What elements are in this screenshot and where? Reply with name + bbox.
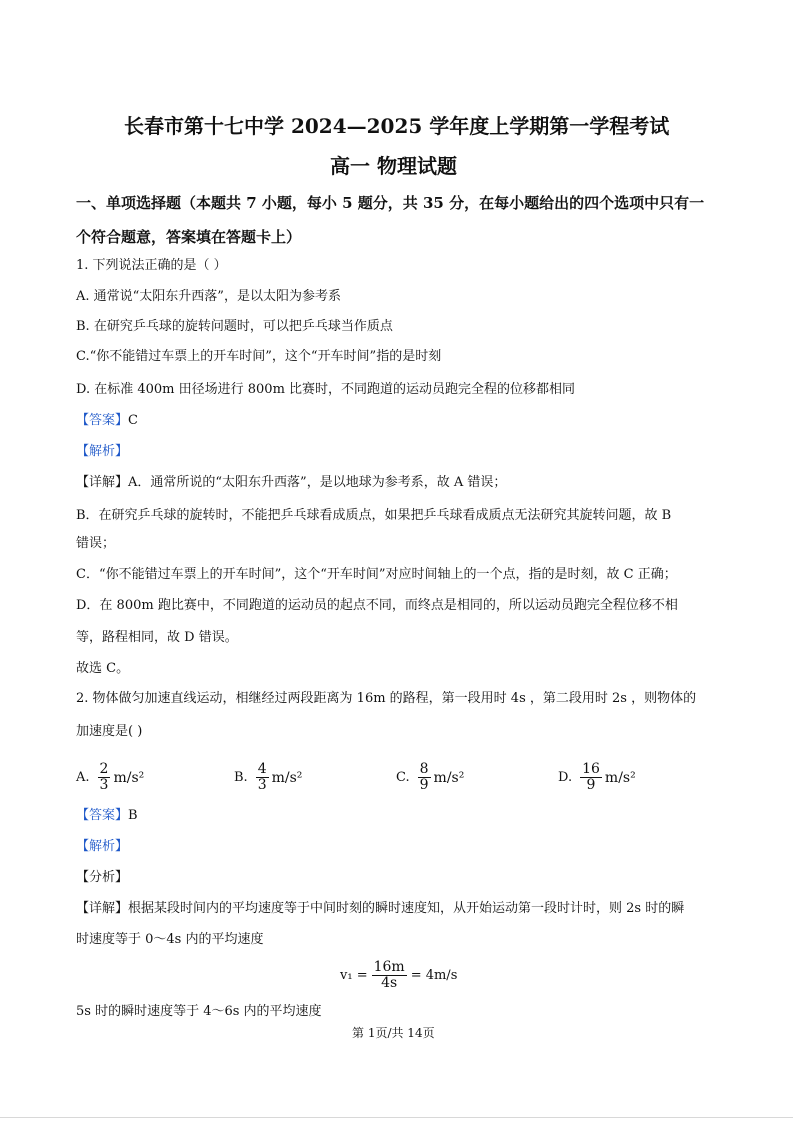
q2-option-d-fraction [580, 762, 602, 793]
section-heading-line2: 个符合题意，答案填在答题卡上） [76, 228, 302, 246]
q2-answer-value: B [128, 808, 138, 823]
q1-answer [76, 412, 138, 430]
q1-option-c: C.“你不能错过车票上的开车时间”，这个“开车时间”指的是时刻 [76, 349, 442, 364]
q1-answer-tag: 【答案】 [76, 413, 129, 428]
q2-equation-denominator: 4s [381, 975, 398, 991]
q2-stem-line1: 2. 物体做匀加速直线运动，相继经过两段距离为 16m 的路程，第一段用时 4s ，第二段用时 2s ，则物体的 [76, 691, 697, 706]
q2-option-c [396, 762, 464, 793]
q1-analysis-tag: 【解析】 [76, 444, 129, 459]
q2-option-a-fraction [98, 762, 111, 793]
q2-answer-tag: 【答案】 [76, 808, 129, 823]
q2-equation-numerator: 16m [373, 959, 405, 975]
q2-equation-fraction [372, 960, 407, 991]
q2-option-b-fraction [256, 762, 269, 793]
q2-option-d-denominator: 9 [586, 777, 596, 793]
q2-option-c-numerator: 8 [419, 761, 429, 777]
bottom-divider [0, 1117, 793, 1118]
q2-option-c-unit: m/s² [433, 769, 465, 786]
q2-detail-line2: 时速度等于 0～4s 内的平均速度 [76, 932, 264, 947]
q2-detail-tag: 【详解】 [76, 901, 129, 916]
q1-detail-b1: B．在研究乒乓球的旋转时，不能把乒乓球看成质点，如果把乒乓球看成质点无法研究其旋转问题，故 B [76, 508, 672, 523]
q2-option-c-denominator: 9 [419, 777, 429, 793]
q2-detail-line1 [76, 900, 684, 918]
q2-option-a-numerator: 2 [99, 761, 109, 777]
section-heading-line1: 一、单项选择题（本题共 7 小题，每小 5 题分，共 35 分，在每小题给出的四个选项中只有一 [76, 194, 705, 212]
q2-option-b-unit: m/s² [271, 769, 303, 786]
q2-option-b-numerator: 4 [257, 761, 267, 777]
q2-option-d-unit: m/s² [604, 769, 636, 786]
q2-option-a-denominator: 3 [99, 777, 109, 793]
q2-option-d-numerator: 16 [582, 761, 600, 777]
q1-detail-d2: 等，路程相同，故 D 错误。 [76, 630, 238, 645]
q2-option-b [234, 762, 302, 793]
q1-detail-tag: 【详解】 [76, 475, 129, 490]
q1-detail-c: C．“你不能错过车票上的开车时间”，这个“开车时间”对应时间轴上的一个点，指的是时刻，故 C 正确； [76, 567, 677, 582]
q2-option-a-label: A. [76, 769, 90, 785]
exam-title: 长春市第十七中学 2024—2025 学年度上学期第一学程考试 [124, 114, 670, 138]
q1-option-d: D. 在标准 400m 田径场进行 800m 比赛时，不同跑道的运动员跑完全程的位移都相同 [76, 382, 576, 397]
q2-equation-rhs: = 4m/s [410, 967, 458, 983]
q2-analysis-tag: 【解析】 [76, 839, 129, 854]
q1-detail-d1: D．在 800m 跑比赛中，不同跑道的运动员的起点不同，而终点是相同的，所以运动员跑完全程位移不相 [76, 598, 678, 613]
q2-option-b-denominator: 3 [257, 777, 267, 793]
q2-equation [340, 960, 457, 991]
q2-equation-lhs: v₁ = [340, 967, 368, 983]
page-number: 第 1页/共 14页 [352, 1026, 435, 1040]
q1-answer-value: C [128, 413, 138, 428]
q2-fenxi-tag: 【分析】 [76, 870, 129, 885]
exam-subtitle: 高一 物理试题 [330, 154, 457, 178]
q1-detail-a [76, 474, 506, 492]
q2-option-d-label: D. [558, 769, 573, 785]
q1-detail-b2: 错误； [76, 536, 116, 551]
q1-detail-a-text: A．通常所说的“太阳东升西落”，是以地球为参考系，故 A 错误； [128, 475, 507, 490]
q2-option-c-label: C. [396, 769, 410, 785]
q2-detail-line3: 5s 时的瞬时速度等于 4～6s 内的平均速度 [76, 1004, 322, 1019]
q1-conclusion: 故选 C。 [76, 661, 130, 676]
q2-option-a [76, 762, 144, 793]
q1-option-a: A. 通常说“太阳东升西落”，是以太阳为参考系 [76, 289, 341, 304]
q2-option-c-fraction [418, 762, 431, 793]
q2-stem-line2: 加速度是( ) [76, 724, 143, 739]
q1-stem: 1. 下列说法正确的是（ ） [76, 258, 227, 273]
q1-option-b: B. 在研究乒乓球的旋转问题时，可以把乒乓球当作质点 [76, 319, 393, 334]
q2-option-a-unit: m/s² [113, 769, 145, 786]
q2-detail-line1-text: 根据某段时间内的平均速度等于中间时刻的瞬时速度知，从开始运动第一段时计时，则 2s 时的瞬 [128, 901, 685, 916]
q2-option-b-label: B. [234, 769, 248, 785]
q2-answer [76, 807, 138, 825]
q2-option-d [558, 762, 636, 793]
